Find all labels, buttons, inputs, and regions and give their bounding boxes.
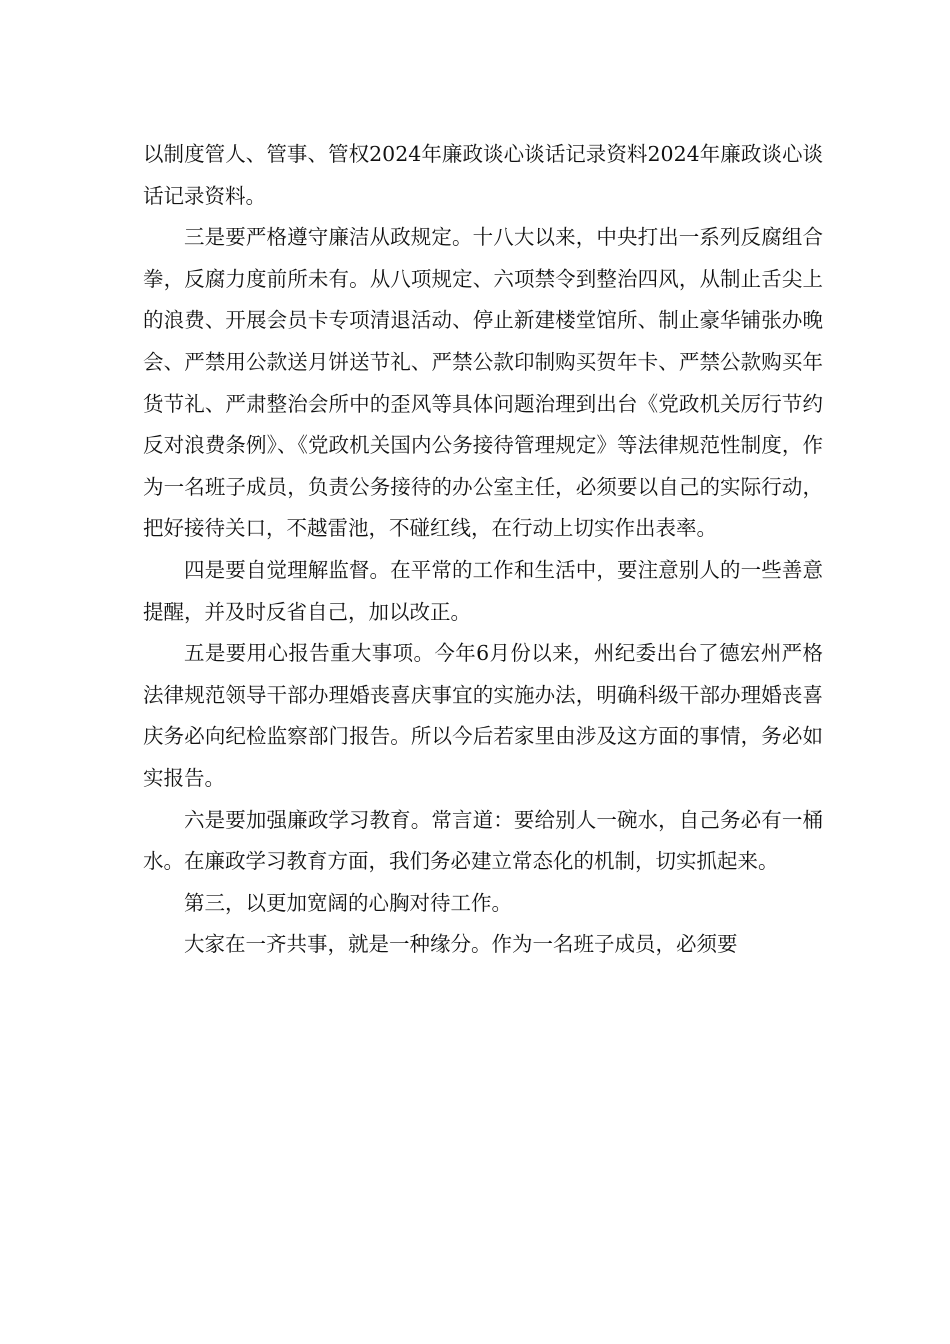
document-body: [143, 134, 823, 966]
paragraph-section-three-body: 大家在一齐共事，就是一种缘分。作为一名班子成员，必须要: [184, 932, 738, 957]
paragraph-point-five: 五是要用心报告重大事项。今年6月份以来，州纪委出台了德宏州严格法律规范领导干部办理婚丧喜庆事宜的实施办法，明确科级干部办理婚丧喜庆务必向纪检监察部门报告。所以今后若家里由涉及这方面的事情，务必如实报告。: [143, 641, 823, 790]
paragraph-point-three: 三是要严格遵守廉洁从政规定。十八大以来，中央打出一系列反腐组合拳，反腐力度前所未有。从八项规定、六项禁令到整治四风，从制止舌尖上的浪费、开展会员卡专项清退活动、停止新建楼堂馆所、制止豪华铺张办晚会、严禁用公款送月饼送节礼、严禁公款印制购买贺年卡、严禁公款购买年货节礼、严肃整治会所中的歪风等具体问题治理到出台《党政机关厉行节约反对浪费条例》、《党政机关国内公务接待管理规定》等法律规范性制度，作为一名班子成员，负责公务接待的办公室主任，必须要以自己的实际行动，把好接待关口，不越雷池，不碰红线，在行动上切实作出表率。: [143, 225, 823, 541]
paragraph-point-six: 六是要加强廉政学习教育。常言道：要给别人一碗水，自己务必有一桶水。在廉政学习教育方面，我们务必建立常态化的机制，切实抓起来。: [143, 807, 823, 874]
paragraph-intro-continuation: 以制度管人、管事、管权2024年廉政谈心谈话记录资料2024年廉政谈心谈话记录资料。: [143, 142, 823, 208]
paragraph-section-three-heading: 第三，以更加宽阔的心胸对待工作。: [184, 890, 512, 915]
paragraph-point-four: 四是要自觉理解监督。在平常的工作和生活中，要注意别人的一些善意提醒，并及时反省自己，加以改正。: [143, 557, 823, 624]
